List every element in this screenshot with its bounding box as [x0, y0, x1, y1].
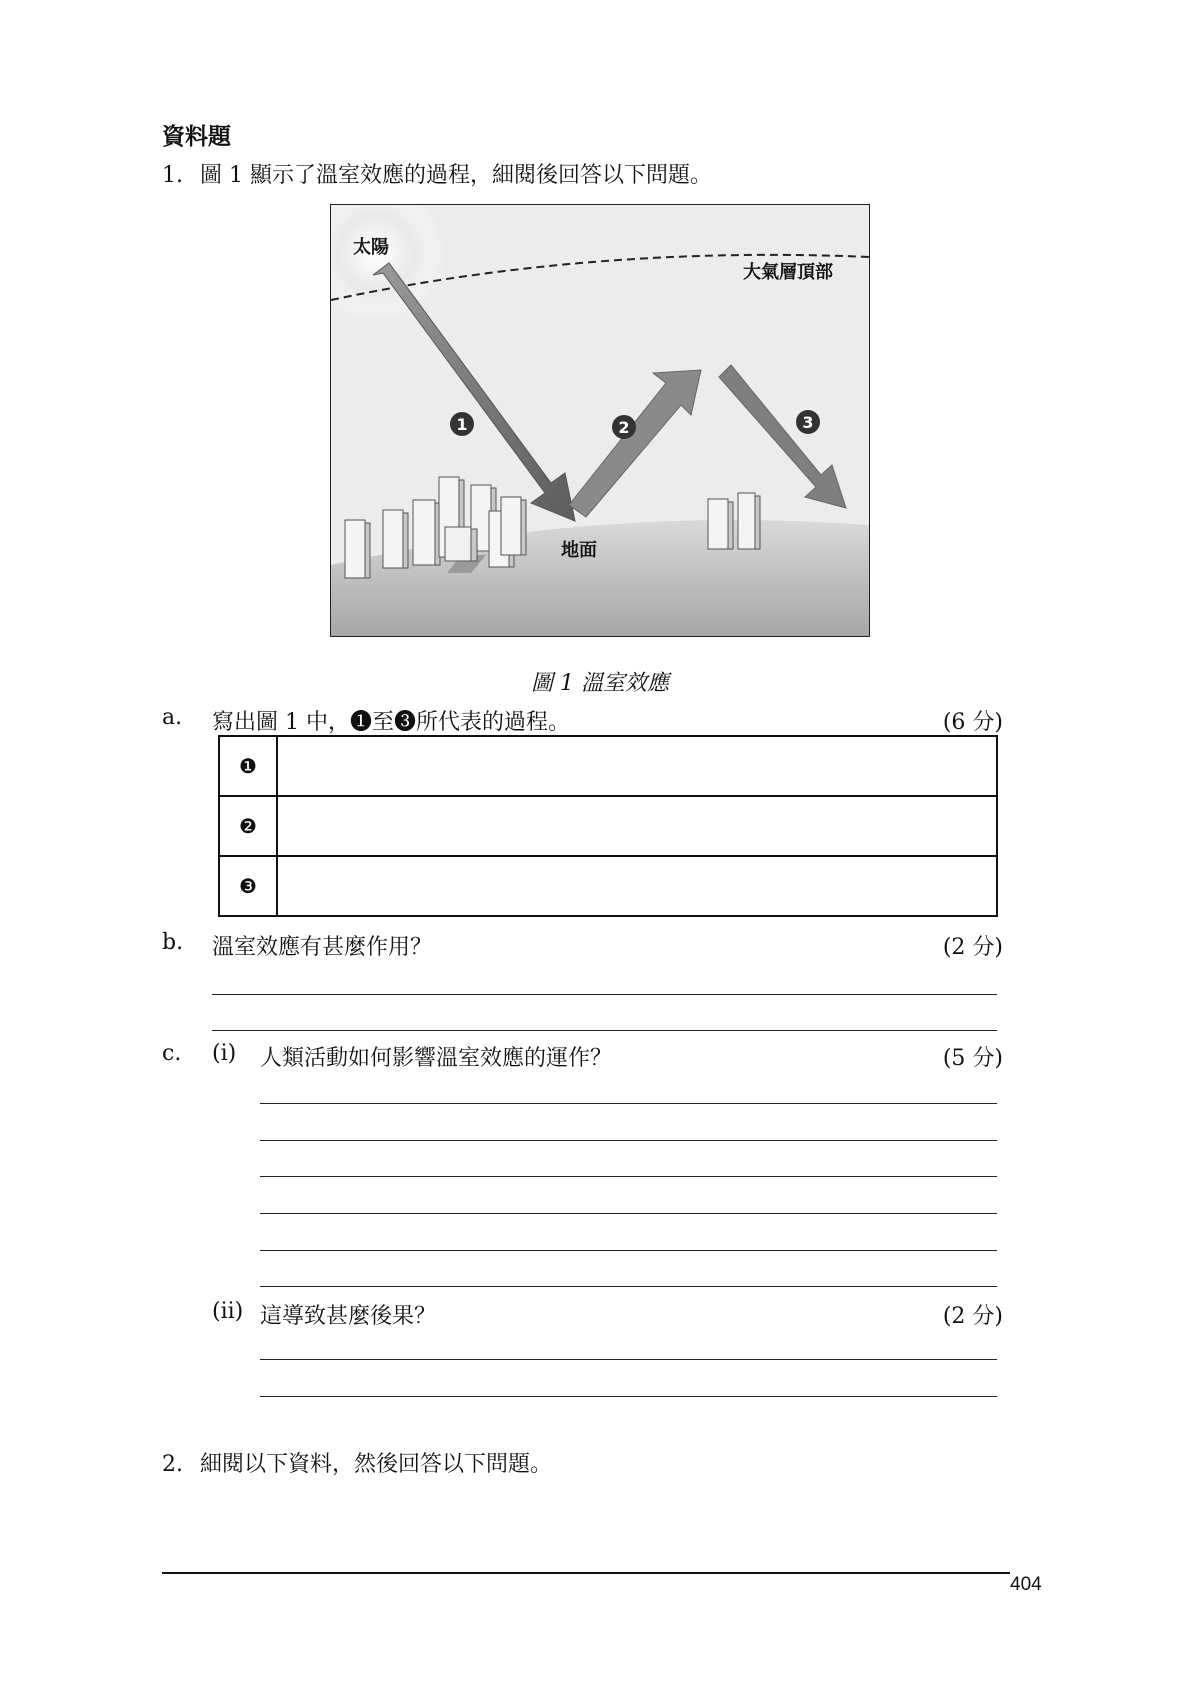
question-1a [162, 705, 570, 735]
answer-line[interactable] [260, 1286, 997, 1287]
question-1c-ii [212, 1299, 437, 1329]
page-number: 404 [1010, 1574, 1042, 1595]
question-1c-label: c. [162, 1041, 182, 1066]
answer-row-number: ❸ [219, 856, 277, 916]
answer-line[interactable] [260, 1140, 997, 1141]
answer-line[interactable] [260, 1176, 997, 1177]
question-1b-text: 溫室效應有甚麼作用？ [212, 935, 433, 960]
answer-line[interactable] [260, 1103, 997, 1104]
question-1a-text: 寫出圖 1 中，❶至❸所代表的過程。 [212, 710, 570, 735]
question-1-number: 1. [162, 163, 183, 188]
answer-line[interactable] [212, 1030, 997, 1031]
question-1c-i-label: (i) [212, 1041, 237, 1066]
svg-text:1: 1 [456, 415, 468, 434]
question-1c-i-marks: (5 分) [942, 1046, 1003, 1071]
answer-row [219, 796, 997, 856]
answer-row-number: ❷ [219, 796, 277, 856]
question-1a-label: a. [162, 705, 183, 730]
answer-line[interactable] [260, 1396, 997, 1397]
question-1c-ii-text: 這導致甚麼後果？ [260, 1304, 437, 1329]
question-2 [162, 1447, 552, 1478]
arrow-3-number-badge [796, 410, 820, 434]
question-1c-ii-label: (ii) [212, 1299, 244, 1324]
question-1c-ii-marks: (2 分) [942, 1304, 1003, 1329]
arrow-2-number-badge [612, 415, 636, 439]
question-1c-i-text: 人類活動如何影響溫室效應的運作？ [260, 1046, 613, 1071]
section-title: 資料題 [162, 124, 231, 150]
figure-illustration [331, 205, 869, 636]
answer-line[interactable] [212, 994, 997, 995]
answer-row [219, 856, 997, 916]
answer-cell[interactable] [277, 796, 997, 856]
question-1b-label: b. [162, 930, 184, 955]
answer-table [218, 735, 998, 917]
ground-label: 地面 [561, 540, 597, 561]
answer-line[interactable] [260, 1359, 997, 1360]
svg-text:3: 3 [802, 413, 814, 432]
answer-row-number: ❶ [219, 736, 277, 796]
question-2-text: 細閱以下資料，然後回答以下問題。 [200, 1452, 553, 1477]
footer-rule [162, 1572, 1010, 1574]
answer-line[interactable] [260, 1213, 997, 1214]
answer-line[interactable] [260, 1250, 997, 1251]
figure-caption: 圖 1 溫室效應 [531, 671, 669, 696]
answer-cell[interactable] [277, 736, 997, 796]
answer-row [219, 736, 997, 796]
question-1c [162, 1041, 613, 1071]
question-1-text: 圖 1 顯示了溫室效應的過程，細閱後回答以下問題。 [200, 163, 712, 188]
question-1a-marks: (6 分) [942, 710, 1003, 735]
question-1b [162, 930, 433, 960]
greenhouse-effect-figure [330, 204, 870, 637]
svg-text:2: 2 [618, 418, 630, 437]
question-1 [162, 158, 712, 189]
answer-cell[interactable] [277, 856, 997, 916]
top-atmosphere-label: 大氣層頂部 [743, 262, 833, 283]
sun-label: 太陽 [353, 237, 389, 258]
question-1b-marks: (2 分) [942, 935, 1003, 960]
question-2-number: 2. [162, 1452, 183, 1477]
arrow-1-number-badge [450, 412, 474, 436]
